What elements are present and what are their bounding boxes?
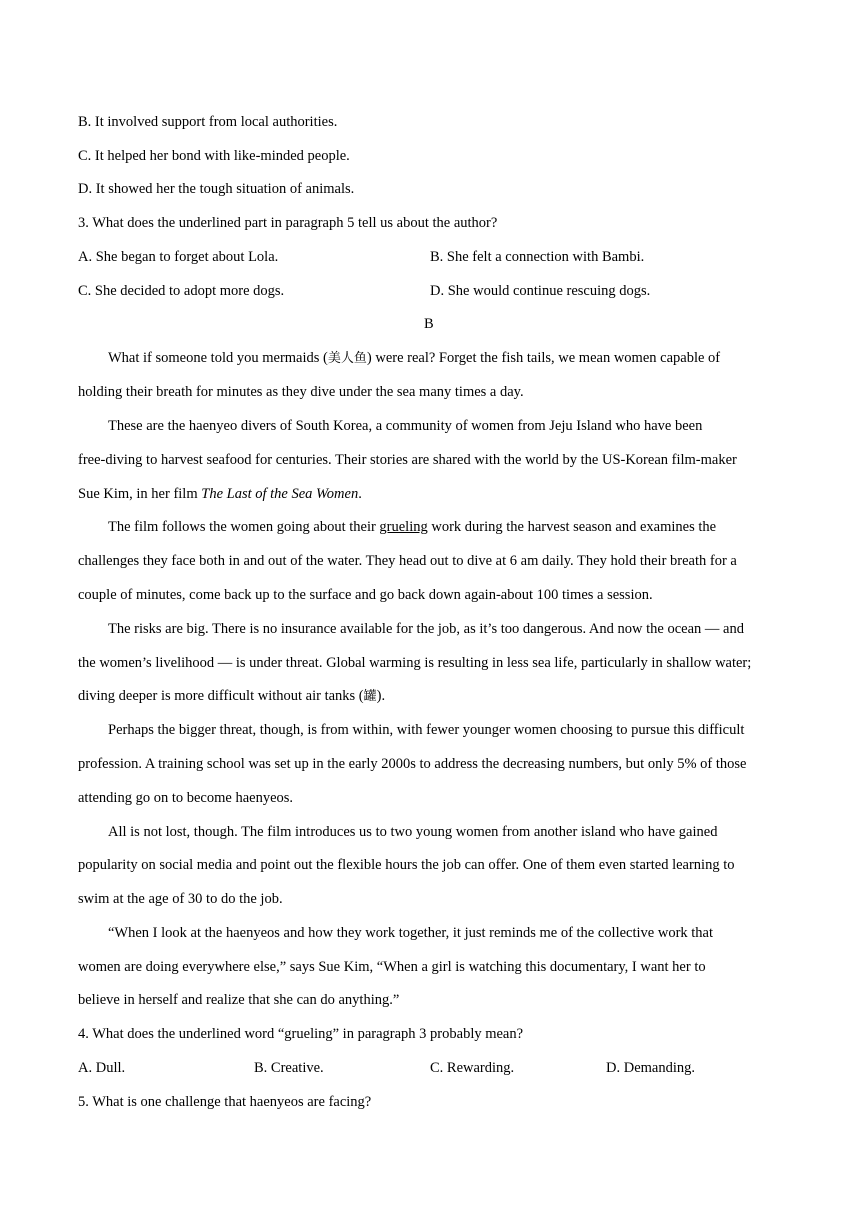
film-title: The Last of the Sea Women <box>201 486 359 502</box>
paragraph-3-line-1: The film follows the women going about their grueling work during the harvest season and examines the <box>108 519 717 535</box>
paragraph-2-line-1: These are the haenyeo divers of South Korea, a community of women from Jeju Island who have been <box>108 418 703 434</box>
paragraph-7-line-1: “When I look at the haenyeos and how they work together, it just reminds me of the collective work that <box>108 925 714 941</box>
q2-option-d: D. It showed her the tough situation of animals. <box>78 181 355 197</box>
q4-option-b: B. Creative. <box>254 1060 324 1076</box>
paragraph-1-line-1: What if someone told you mermaids (美人鱼) were real? Forget the fish tails, we mean women capable of <box>108 350 721 366</box>
paragraph-6-line-1: All is not lost, though. The film introduces us to two young women from another island who have gained <box>108 824 718 840</box>
q4-stem: 4. What does the underlined word “grueling” in paragraph 3 probably mean? <box>78 1026 524 1042</box>
q3-option-c: C. She decided to adopt more dogs. <box>78 283 285 299</box>
q5-stem: 5. What is one challenge that haenyeos are facing? <box>78 1094 372 1110</box>
paragraph-2-line-3: Sue Kim, in her film The Last of the Sea Women. <box>78 486 362 502</box>
paragraph-2-line-2: free-diving to harvest seafood for centuries. Their stories are shared with the world by the US-Korean film-maker <box>78 452 737 468</box>
section-heading: B <box>424 316 434 332</box>
q3-option-a: A. She began to forget about Lola. <box>78 249 279 265</box>
q2-option-c: C. It helped her bond with like-minded people. <box>78 148 350 164</box>
paragraph-5-line-3: attending go on to become haenyeos. <box>78 790 294 806</box>
q3-stem: 3. What does the underlined part in paragraph 5 tell us about the author? <box>78 215 498 231</box>
q3-option-b: B. She felt a connection with Bambi. <box>430 249 645 265</box>
paragraph-5-line-1: Perhaps the bigger threat, though, is from within, with fewer younger women choosing to pursue this difficult <box>108 722 745 738</box>
paragraph-7-line-2: women are doing everywhere else,” says Sue Kim, “When a girl is watching this documentary, I want her to <box>78 959 706 975</box>
paragraph-3-line-2: challenges they face both in and out of the water. They head out to dive at 6 am daily. They hold their breath for a <box>78 553 737 569</box>
q3-option-d: D. She would continue rescuing dogs. <box>430 283 651 299</box>
paragraph-4-line-2: the women’s livelihood — is under threat. Global warming is resulting in less sea life, particularly in shallow water; <box>78 655 752 671</box>
paragraph-6-line-3: swim at the age of 30 to do the job. <box>78 891 283 907</box>
paragraph-1-line-2: holding their breath for minutes as they dive under the sea many times a day. <box>78 384 524 400</box>
paragraph-6-line-2: popularity on social media and point out the flexible hours the job can offer. One of them even started learning to <box>78 857 735 873</box>
paragraph-7-line-3: believe in herself and realize that she can do anything.” <box>78 992 400 1008</box>
q4-option-d: D. Demanding. <box>606 1060 695 1076</box>
paragraph-5-line-2: profession. A training school was set up in the early 2000s to address the decreasing numbers, but only 5% of those <box>78 756 747 772</box>
paragraph-3-line-3: couple of minutes, come back up to the surface and go back down again-about 100 times a session. <box>78 587 653 603</box>
q4-option-a: A. Dull. <box>78 1060 126 1076</box>
q4-option-c: C. Rewarding. <box>430 1060 515 1076</box>
underlined-word: grueling <box>379 519 428 535</box>
paragraph-4-line-1: The risks are big. There is no insurance available for the job, as it’s too dangerous. And now the ocean — and <box>108 621 744 637</box>
paragraph-4-line-3: diving deeper is more difficult without air tanks (罐). <box>78 688 386 704</box>
q2-option-b: B. It involved support from local authorities. <box>78 114 338 130</box>
